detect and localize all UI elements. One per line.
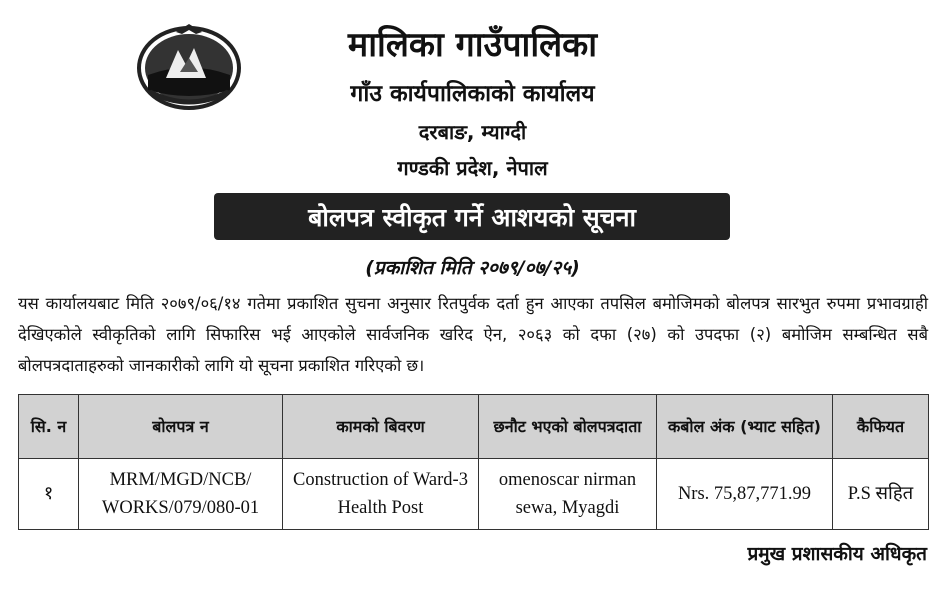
published-date: (प्रकाशित मिति २०७९/०७/२५) [365,257,580,279]
cell-remarks: P.S सहित [833,459,929,530]
table-row [19,459,929,530]
municipality-title: मालिका गाउँपालिका [347,25,598,65]
province-country: गण्डकी प्रदेश, नेपाल [397,156,548,180]
signatory-title: प्रमुख प्रशासकीय अधिकृत [747,543,927,565]
header-work-description: कामको बिवरण [283,395,479,459]
bid-table [18,394,929,530]
header-serial-no: सि. न [19,395,79,459]
cell-selected-bidder: omenoscar nirman sewa, Myagdi [479,459,657,530]
header-selected-bidder: छनौट भएको बोलपत्रदाता [479,395,657,459]
cell-bid-no: MRM/MGD/NCB/ WORKS/079/080-01 [79,459,283,530]
notice-title-banner [214,193,730,240]
header-bid-no: बोलपत्र न [79,395,283,459]
cell-work-description: Construction of Ward-3 Health Post [283,459,479,530]
notice-body: यस कार्यालयबाट मिति २०७९/०६/१४ गतेमा प्रकाशित सुचना अनुसार रितपुर्वक दर्ता हुन आएका तपसिल बमोजिमको बोलपत्र सारभुत रुपमा प्रभावग्राही देखिएकोले स्वीकृतिको लागि सिफारिस भई आएकोले सार्वजनिक खरिद ऐन, २०६३ को दफा (२७) को उपदफा (२) बमोजिम सम्बन्धित सबै बोलपत्रदाताहरुको जानकारीको लागि यो सूचना प्रकाशित गरिएको छ। [18,294,928,375]
table-header-row [19,395,929,459]
cell-serial-no: १ [19,459,79,530]
header-remarks: कैफियत [833,395,929,459]
notice-title: बोलपत्र स्वीकृत गर्ने आशयको सूचना [308,202,636,232]
cell-bid-amount: Nrs. 75,87,771.99 [657,459,833,530]
office-location: दरबाङ, म्याग्दी [418,120,527,144]
office-name: गाँउ कार्यपालिकाको कार्यालय [350,81,595,107]
header-bid-amount: कबोल अंक (भ्याट सहित) [657,395,833,459]
